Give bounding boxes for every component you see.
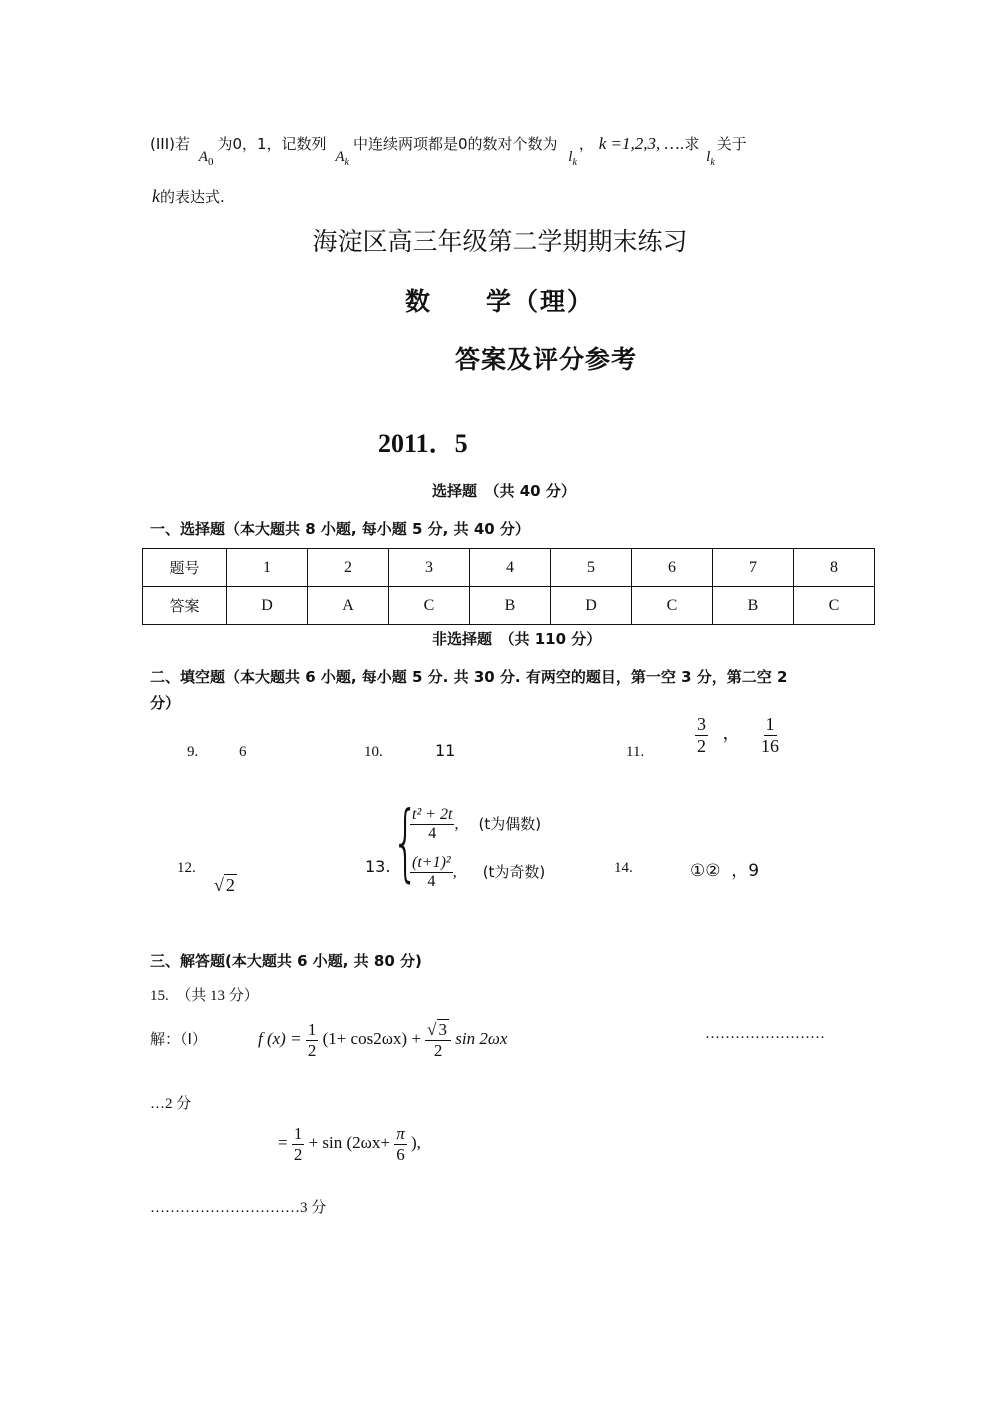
table-row-numbers [143, 549, 875, 587]
table-cell: 5 [551, 549, 632, 587]
table-header-answer: 答案 [143, 587, 227, 625]
table-cell: B [470, 587, 551, 625]
q10-number: 10. [364, 744, 383, 760]
text-comma: ， [578, 135, 594, 153]
fill-heading-line1: 二、填空题（本大题共 6 小题, 每小题 5 分. 共 30 分. 有两空的题目，第一空 3 分，第二空 2 [150, 668, 788, 686]
table-cell: 6 [632, 549, 713, 587]
table-row-answers [143, 587, 875, 625]
sqrt-icon: √ [427, 1020, 437, 1039]
q11-fraction-b: $\frac{1}{16}$ [761, 714, 779, 756]
choice-heading: 一、选择题（本大题共 8 小题, 每小题 5 分, 共 40 分） [150, 520, 530, 538]
answer-table [142, 548, 875, 625]
answer-title: 答案及评分参考 [455, 345, 638, 374]
ak-symbol: $A_k$ [335, 149, 349, 168]
table-cell: 3 [389, 549, 470, 587]
table-cell: D [551, 587, 632, 625]
problem-part-iii [150, 133, 747, 168]
equation-2: = $\frac{1}{2}$ + sin (2ωx+ $\frac{\pi}{6}$ ), [278, 1124, 421, 1164]
q12-number: 12. [177, 860, 196, 876]
q11-number: 11. [626, 744, 645, 760]
nonchoice-section-title: 非选择题 （共 110 分） [432, 630, 602, 648]
q13-case2: $\frac{\text{(t+1)²}}{4}$ , (t为奇数) [412, 854, 546, 891]
q11-answer [695, 714, 781, 756]
q14-answer: ①② ，9 [690, 861, 760, 881]
subject-title: 数 学（理） [405, 287, 595, 316]
q14-number: 14. [614, 860, 633, 876]
q13-case2-fraction: $\frac{\text{(t+1)²}}{4}$ [412, 854, 451, 891]
score-dots-1: …………………… [705, 1026, 825, 1042]
text-pairs: 中连续两项都是0的数对个数为 [352, 135, 558, 153]
q13-case2-condition: (t为奇数) [482, 862, 546, 881]
q13-case1-fraction: $\frac{\text{t² + 2t}}{4}$ [412, 806, 453, 843]
fill-heading-line2: 分） [150, 694, 181, 712]
score-2: …………………………3 分 [150, 1200, 327, 1216]
sqrt-icon: √ [214, 875, 224, 895]
table-cell: 7 [713, 549, 794, 587]
equation-1: f (x) = $\frac{1}{2}$ (1+ cos2ωx) + $\frac{√ 3}{2}$ sin 2ωx [258, 1020, 508, 1060]
table-cell: 4 [470, 549, 551, 587]
q13-case1: $\frac{\text{t² + 2t}}{4}$ , (t为偶数) [412, 806, 542, 843]
table-cell: D [227, 587, 308, 625]
q11-separator: ， [722, 723, 741, 744]
a0-symbol: $A_0$ [198, 149, 214, 168]
table-cell: B [713, 587, 794, 625]
text-find: .求 [679, 135, 700, 153]
solution-intro: 解：（Ⅰ） [150, 1030, 207, 1048]
q15-title: 15. （共 13 分） [150, 988, 259, 1004]
score-1: …2 分 [150, 1096, 192, 1112]
text-if: 若 [174, 135, 190, 153]
lk-symbol-2: $l_k$ [706, 149, 715, 168]
text-expression: 的表达式. [160, 188, 225, 206]
q9-answer: 6 [239, 744, 247, 760]
left-brace-icon: { [392, 793, 419, 891]
k-range: k =1,2,3, … [598, 134, 680, 153]
table-cell: C [794, 587, 875, 625]
q11-fraction-a: $\frac{3}{2}$ [697, 714, 706, 756]
text-about: 关于 [716, 135, 747, 153]
part-label: (III) [150, 135, 175, 153]
table-cell: A [308, 587, 389, 625]
solve-heading: 三、解答题(本大题共 6 小题, 共 80 分) [150, 952, 422, 970]
q9-number: 9. [187, 744, 199, 760]
k-variable: k [152, 186, 160, 206]
lk-symbol: $l_k$ [568, 149, 577, 168]
table-cell: 2 [308, 549, 389, 587]
text-values: 为0，1，记数列 [217, 135, 327, 153]
table-cell: 1 [227, 549, 308, 587]
q13-number: 13. [365, 857, 391, 876]
problem-part-iii-line2 [152, 186, 225, 207]
q13-case1-condition: (t为偶数) [478, 814, 542, 833]
table-header-number: 题号 [143, 549, 227, 587]
date: 2011．5 [378, 429, 468, 458]
q10-answer: 11 [435, 741, 456, 760]
q12-answer: √ 2 [214, 875, 235, 895]
page-title: 海淀区高三年级第二学期期末练习 [312, 227, 688, 256]
table-cell: C [389, 587, 470, 625]
choice-section-title: 选择题 （共 40 分） [432, 482, 576, 500]
table-cell: C [632, 587, 713, 625]
table-cell: 8 [794, 549, 875, 587]
